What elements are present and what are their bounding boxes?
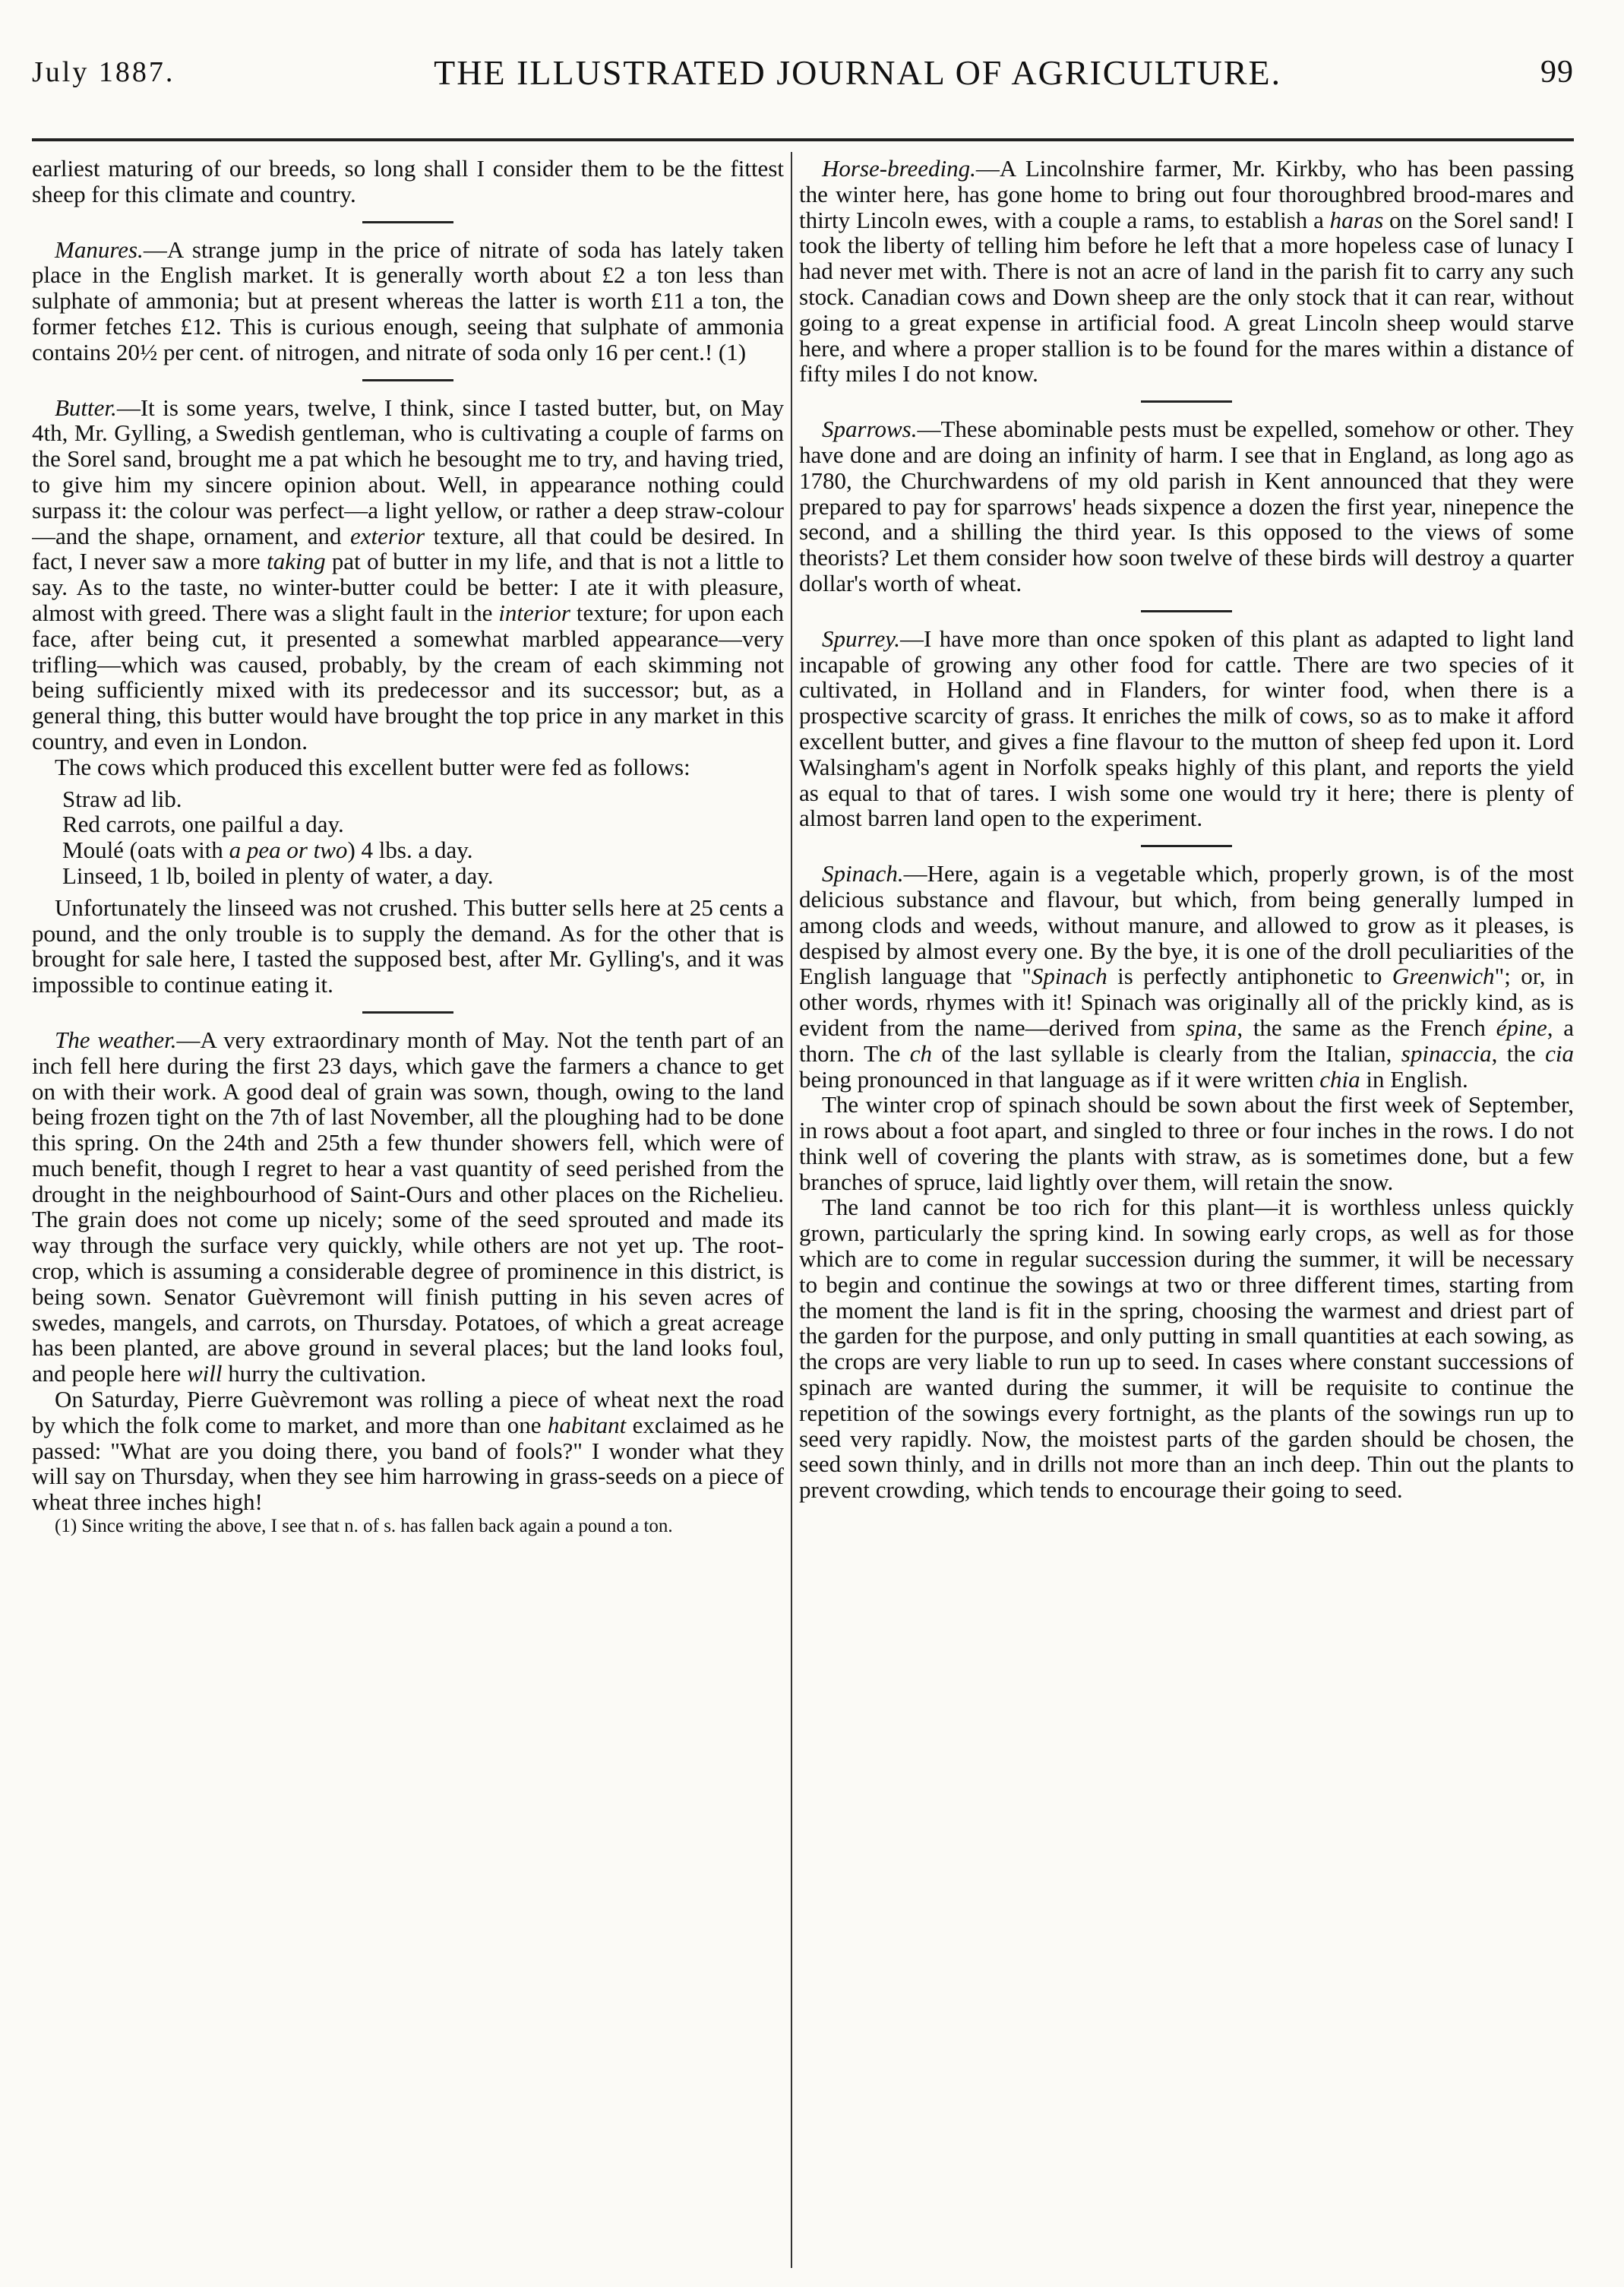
spinach-text: in English. <box>1360 1065 1468 1093</box>
sparrows-title: Sparrows. <box>822 416 918 443</box>
spurrey-text: —I have more than once spoken of this plant as adapted to light land incapable of growing any other food for cattle. There are two species of it cultivated, in Holland and in Flanders, for winter food, when there is a prospective scarcity of grass. It enriches the milk of cows, so as to make it afford excellent butter, and gives a fine flavour to the mutton of sheep fed upon it. Lord Walsingham's agent in Norfolk speaks highly of this plant, and reports the yield as equal to that of tares. I wish some one would try it here; there is plenty of almost barren land open to the experiment. <box>799 625 1574 832</box>
feed-text: Moulé (oats with <box>62 837 229 864</box>
butter-text: pat of butter in my life, and that is not a little to say. As to the taste, no winter-butter could be better: I ate it with pleasure, almost with greed. There was a slight fault in the <box>32 548 784 626</box>
horse-breeding-paragraph <box>799 156 1574 387</box>
journal-title: THE ILLUSTRATED JOURNAL OF AGRICULTURE. <box>434 52 1282 92</box>
weather-title: The weather. <box>55 1026 177 1053</box>
weather-emphasis: habitant <box>547 1411 627 1438</box>
spinach-text: "; or, in other words, rhymes with it! Spinach was originally all of the prickly kind, as is evident from the name—derived from <box>799 963 1574 1041</box>
header-rule <box>32 138 1574 141</box>
spinach-paragraph-2: The winter crop of spinach should be sown about the first week of September, in rows about a foot apart, and singled to three or four inches in the rows. I do not think well of covering the plants with straw, as is sometimes done, but a few branches of spruce, laid lightly over them, will retain the snow. <box>799 1091 1574 1195</box>
section-separator <box>1141 400 1232 403</box>
butter-title: Butter. <box>55 394 117 421</box>
spurrey-title: Spurrey. <box>822 625 901 652</box>
issue-date: July 1887. <box>32 56 175 88</box>
section-separator <box>1141 610 1232 612</box>
sparrows-text: —These abominable pests must be expelled, somehow or other. They have done and are doing an infinity of harm. I see that in England, as long ago as 1780, the Churchwardens of my old parish in Kent announced that they were prepared to pay for sparrows' heads sixpence a dozen the first year, ninepence the second, and a shilling the third year. Is this opposed to the views of some theorists? Let them consider how soon twelve of these birds will destroy a quarter dollar's worth of wheat. <box>799 416 1574 596</box>
spinach-paragraph-3: The land cannot be too rich for this plant—it is worthless unless quickly grown, particularly the spring kind. In sowing early crops, as well as for those which are to come in regular succession during the summer, it will be necessary to begin and continue the sowings at two or three different times, starting from the moment the land is fit in the spring, choosing the warmest and driest part of the garden for the purpose, and only putting in small quantities at each sowing, as the crops are very liable to run up to seed. In cases where constant successions of spinach are wanted during the summer, it will be requisite to continue the repetition of the sowings every fortnight, as the plants of the sowings run up to seed very rapidly. Now, the moistest parts of the garden should be chosen, the seed sown thinly, and in drills not more than an inch deep. Thin out the plants to prevent crowding, which tends to encourage their going to seed. <box>799 1194 1574 1504</box>
intro-paragraph: earliest maturing of our breeds, so long shall I consider them to be the fittest sheep for this climate and country. <box>32 156 784 207</box>
spinach-text: , the same as the French <box>1237 1014 1496 1041</box>
spinach-paragraph-1 <box>799 861 1574 1092</box>
horse-text: on the Sorel sand! I took the liberty of telling him before he left that a more hopeless case of lunacy I had never met with. There is not an acre of land in the parish fit to carry any such stock. Canadian cows and Down sheep are the only stock that it can rear, without going to a great expense in artificial food. A great Lincoln sheep would starve here, and where a proper stallion is to be found for the mares within a distance of fifty miles I do not know. <box>799 206 1574 387</box>
manures-paragraph <box>32 237 784 365</box>
left-column <box>32 156 784 2238</box>
weather-text: —A very extraordinary month of May. Not the tenth part of an inch fell here during the first 23 days, which gave the farmers a chance to get on with their work. A good deal of grain was sown, though, owing to the land being frozen tight on the 7th of last November, all the ploughing had to be done this spring. On the 24th and 25th a few thunder showers fell, which were of much benefit, though I regret to hear a vast quantity of seed perished from the drought in the neighbourhood of Saint-Ours and other places on the Richelieu. The grain does not come up nicely; some of the seed sprouted and made its way through the surface very quickly, while others are not yet up. The root-crop, which is assuming a considerable degree of prominence in this district, is being sown. Senator Guèvremont will finish putting in his seven acres of swedes, mangels, and carrots, on Thursday. Potatoes, of which a great acreage has been planted, are above ground in several places; but the land looks foul, and people here <box>32 1026 784 1387</box>
spinach-emphasis: chia <box>1319 1065 1360 1093</box>
butter-emphasis: interior <box>498 599 570 626</box>
feed-item: Red carrots, one pailful a day. <box>62 811 344 838</box>
right-column <box>799 156 1574 2238</box>
spinach-text: , the <box>1491 1039 1546 1067</box>
weather-emphasis: will <box>186 1360 223 1387</box>
horse-breeding-title: Horse-breeding. <box>822 156 976 182</box>
spinach-text: —Here, again is a vegetable which, properly grown, is of the most delicious substance and flavour, but which, from being generally lumped in among clods and weeds, without manure, and allowed to grow as it pleases, is despised by almost every one. By the bye, it is one of the droll peculiarities of the English language that " <box>799 860 1574 990</box>
butter-text: texture, all that could be desired. In fact, I never saw a more <box>32 522 784 575</box>
section-separator <box>362 221 453 223</box>
section-separator <box>1141 845 1232 847</box>
spinach-emphasis: spinaccia <box>1401 1039 1492 1067</box>
spinach-text: being pronounced in that language as if it were written <box>799 1065 1320 1093</box>
spinach-title: Spinach. <box>822 860 904 887</box>
weather-paragraph-2 <box>32 1387 784 1515</box>
horse-emphasis: haras <box>1329 206 1384 233</box>
column-divider <box>791 152 792 2268</box>
section-separator <box>362 379 453 381</box>
spinach-text: is perfectly antiphonetic to <box>1107 963 1392 990</box>
butter-emphasis: taking <box>267 548 326 575</box>
sparrows-paragraph <box>799 416 1574 596</box>
butter-paragraph-3: Unfortunately the linseed was not crushed. This butter sells here at 25 cents a pound, and the only trouble is to supply the demand. As for the other that is brought for sale here, I tasted the supposed best, after Mr. Gylling's, and it was impossible to continue eating it. <box>32 894 784 998</box>
weather-text: exclaimed as he passed: "What are you doing there, you band of fools?" I wonder what they will say on Thursday, when they see him harrowing in grass-seeds on a piece of wheat three inches high! <box>32 1411 784 1516</box>
butter-paragraph-1 <box>32 395 784 754</box>
feed-emphasis: a pea or two <box>229 837 348 864</box>
section-separator <box>362 1011 453 1014</box>
horse-text: —A Lincolnshire farmer, Mr. Kirkby, who has been passing the winter here, has gone home to bring out four thoroughbred brood-mares and thirty Lincoln ewes, with a couple a rams, to establish a <box>799 156 1574 233</box>
butter-emphasis: exterior <box>349 522 425 549</box>
butter-paragraph-2: The cows which produced this excellent butter were fed as follows: <box>55 753 690 780</box>
spinach-emphasis: Greenwich <box>1392 963 1495 990</box>
spinach-emphasis: Spinach <box>1031 963 1107 990</box>
spinach-emphasis: épine <box>1496 1014 1547 1041</box>
manures-body: —A strange jump in the price of nitrate of soda has lately taken place in the English market. It is generally worth about £2 a ton less than sulphate of ammonia; but at present whereas the latter is worth £11 a ton, the former fetches £12. This is curious enough, seeing that sulphate of ammonia contains 20½ per cent. of nitrogen, and nitrate of soda only 16 per cent.! (1) <box>32 236 784 365</box>
feed-item: Straw ad lib. <box>62 785 182 812</box>
footnote: (1) Since writing the above, I see that n. of s. has fallen back again a pound a ton. <box>55 1516 673 1537</box>
weather-paragraph-1 <box>32 1027 784 1387</box>
page-header <box>32 42 1574 103</box>
feed-text: ) 4 lbs. a day. <box>347 837 473 864</box>
spinach-text: , a thorn. The <box>799 1014 1574 1067</box>
butter-text: texture; for upon each face, after being cut, it presented a somewhat marbled appearance—very trifling—which was caused, probably, by the cream of each skimming not being sufficiently mixed with its predecessor and its successor; but, as a general thing, this butter would have brought the top price in any market in this country, and even in London. <box>32 599 784 754</box>
spurrey-paragraph <box>799 626 1574 831</box>
feed-list <box>62 786 784 889</box>
feed-item: Linseed, 1 lb, boiled in plenty of water, a day. <box>62 862 494 889</box>
spinach-text: of the last syllable is clearly from the Italian, <box>932 1039 1401 1067</box>
spinach-emphasis: cia <box>1545 1039 1574 1067</box>
weather-text: On Saturday, Pierre Guèvremont was rolling a piece of wheat next the road by which the folk come to market, and more than one <box>32 1386 784 1438</box>
page-number: 99 <box>1540 55 1574 90</box>
spinach-emphasis: spina <box>1186 1014 1237 1041</box>
feed-item <box>62 837 784 863</box>
spinach-emphasis: ch <box>909 1039 932 1067</box>
weather-text: hurry the cultivation. <box>222 1360 427 1387</box>
butter-text: —It is some years, twelve, I think, since I tasted butter, but, on May 4th, Mr. Gylling, a Swedish gentleman, who is cultivating a couple of farms on the Sorel sand, brought me a pat which he besought me to try, and having tried, to give him my sincere opinion about. Well, in appearance nothing could surpass it: the colour was perfect—a light yellow, or rather a deep straw-colour—and the shape, ornament, and <box>32 394 784 549</box>
manures-title: Manures. <box>55 236 144 263</box>
